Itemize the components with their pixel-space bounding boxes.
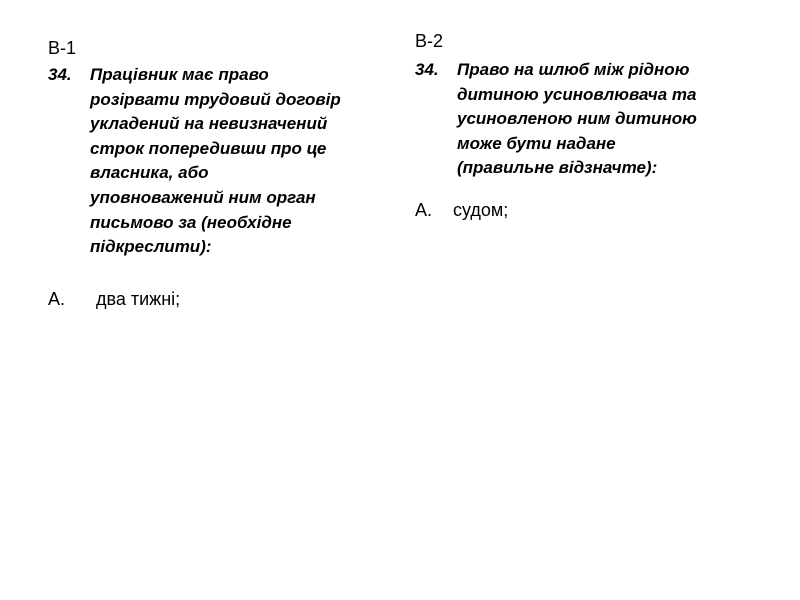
question-line: усиновленою ним дитиною	[457, 109, 697, 129]
question-line: може бути надане	[457, 133, 616, 153]
answer-text: судом;	[453, 200, 509, 220]
question-line: письмово за (необхідне	[90, 212, 292, 232]
question-line: підкреслити):	[90, 237, 212, 257]
question-number: 34.	[415, 60, 439, 79]
question	[48, 63, 388, 260]
answer-letter: А.	[415, 200, 433, 220]
question-line: розірвати трудовий договір	[90, 89, 341, 109]
question-line: уповноважений ним орган	[90, 187, 316, 207]
question-number: 34.	[48, 65, 72, 84]
question-line: власника, або	[90, 163, 209, 183]
question-text	[90, 63, 388, 260]
answer-text: два тижні;	[96, 289, 181, 309]
question-line: Працівник має право	[90, 65, 269, 84]
question-line: строк попередивши про це	[90, 138, 327, 158]
question-text	[457, 58, 775, 181]
question-line: укладений на невизначений	[90, 114, 328, 134]
question-line: дитиною усиновлювача та	[457, 84, 697, 104]
variant-label: В-1	[48, 38, 77, 58]
variant-label: В-2	[415, 31, 444, 51]
question	[415, 58, 775, 181]
question-line: (правильне відзначте):	[457, 158, 658, 178]
answer-letter: А.	[48, 289, 66, 309]
question-line: Право на шлюб між рідною	[457, 60, 690, 79]
